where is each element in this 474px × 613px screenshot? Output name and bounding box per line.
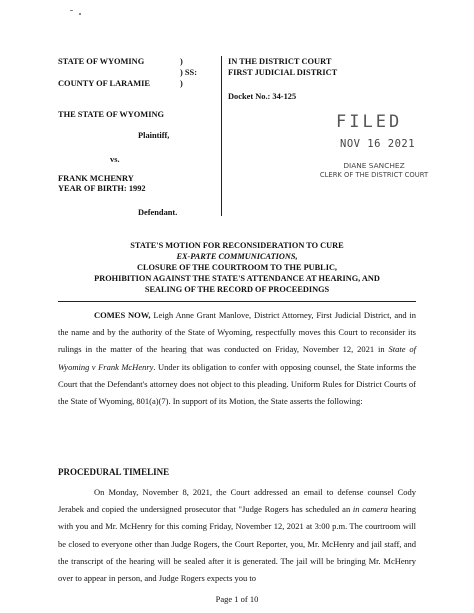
- caption-paren: ): [180, 79, 183, 88]
- timeline-paragraph: [58, 484, 416, 587]
- case-name: State of Wyoming v Frank McHenry: [58, 344, 416, 372]
- clerk-name: DIANE SANCHEZ: [343, 161, 405, 170]
- versus-label: vs.: [110, 155, 120, 164]
- title-rule: [58, 301, 416, 302]
- court-name: IN THE DISTRICT COURT: [228, 57, 332, 66]
- plaintiff-role: Plaintiff,: [138, 131, 170, 140]
- filed-stamp: FILED: [336, 112, 403, 132]
- court-district: FIRST JUDICIAL DISTRICT: [228, 68, 338, 77]
- opening-text: Leigh Anne Grant Manlove, District Attorney, First Judicial District, and in the name and by the authority of the State of Wyoming, respectfully moves this Court to reconsider its rulings in the matter of the hearing that was conducted on Friday, November 12, 2021 in: [58, 310, 417, 355]
- caption-ss: ) SS:: [180, 68, 197, 77]
- timeline-text: On Monday, November 8, 2021, the Court addressed an email to defense counsel Cody Jerabek and copied the undersigned prosecutor that "Judge Rogers has scheduled an: [58, 487, 416, 515]
- defendant-role: Defendant.: [138, 208, 178, 217]
- motion-title-line: [58, 251, 416, 262]
- motion-title-italic: EX-PARTE COMMUNICATIONS,: [176, 252, 298, 261]
- opening-lead: COMES NOW,: [94, 310, 151, 320]
- opening-text-continued: . Under its obligation to confer with opposing counsel, the State informs the Court that the Defendant's attorney does not object to this pleading. Uniform Rules for District Courts of the State of Wyoming, 801(a)(7). In support of its Motion, the State asserts the following:: [58, 361, 416, 407]
- scan-speck: [70, 10, 73, 11]
- caption-divider: [221, 56, 222, 216]
- timeline-text-continued: hearing with you and Mr. McHenry for this coming Friday, November 12, 2021 at 3:00 p.m. The courtroom will be closed to everyone other than Judge Rogers, the Court Reporter, you, Mr. McHenry and jail staff, and the transcript of the hearing will be sealed after it is generated. The jail will be bringing Mr. McHenry over to appear in person, and Judge Rogers expects you to: [58, 504, 416, 584]
- filed-date: NOV 16 2021: [340, 138, 416, 150]
- motion-title-line: PROHIBITION AGAINST THE STATE'S ATTENDANCE AT HEARING, AND: [94, 274, 380, 283]
- motion-title-line: SEALING OF THE RECORD OF PROCEEDINGS: [144, 285, 330, 294]
- docket-number: Docket No.: 34-125: [228, 92, 297, 101]
- opening-paragraph: [58, 307, 416, 410]
- defendant-year-of-birth: YEAR OF BIRTH: 1992: [58, 184, 146, 193]
- defendant-name: FRANK MCHENRY: [58, 174, 134, 183]
- section-heading: PROCEDURAL TIMELINE: [58, 467, 170, 477]
- caption-state-of: STATE OF WYOMING: [58, 57, 145, 66]
- scan-speck: [79, 13, 81, 15]
- motion-title-line: STATE'S MOTION FOR RECONSIDERATION TO CURE: [130, 241, 344, 250]
- clerk-title: CLERK OF THE DISTRICT COURT: [319, 171, 429, 179]
- caption-paren: ): [180, 57, 183, 66]
- plaintiff-name: THE STATE OF WYOMING: [58, 110, 165, 119]
- timeline-italic: in camera: [352, 504, 388, 515]
- caption-county-of: COUNTY OF LARAMIE: [58, 79, 150, 88]
- motion-title-line: CLOSURE OF THE COURTROOM TO THE PUBLIC,: [136, 263, 338, 272]
- page-number: Page 1 of 10: [215, 594, 259, 604]
